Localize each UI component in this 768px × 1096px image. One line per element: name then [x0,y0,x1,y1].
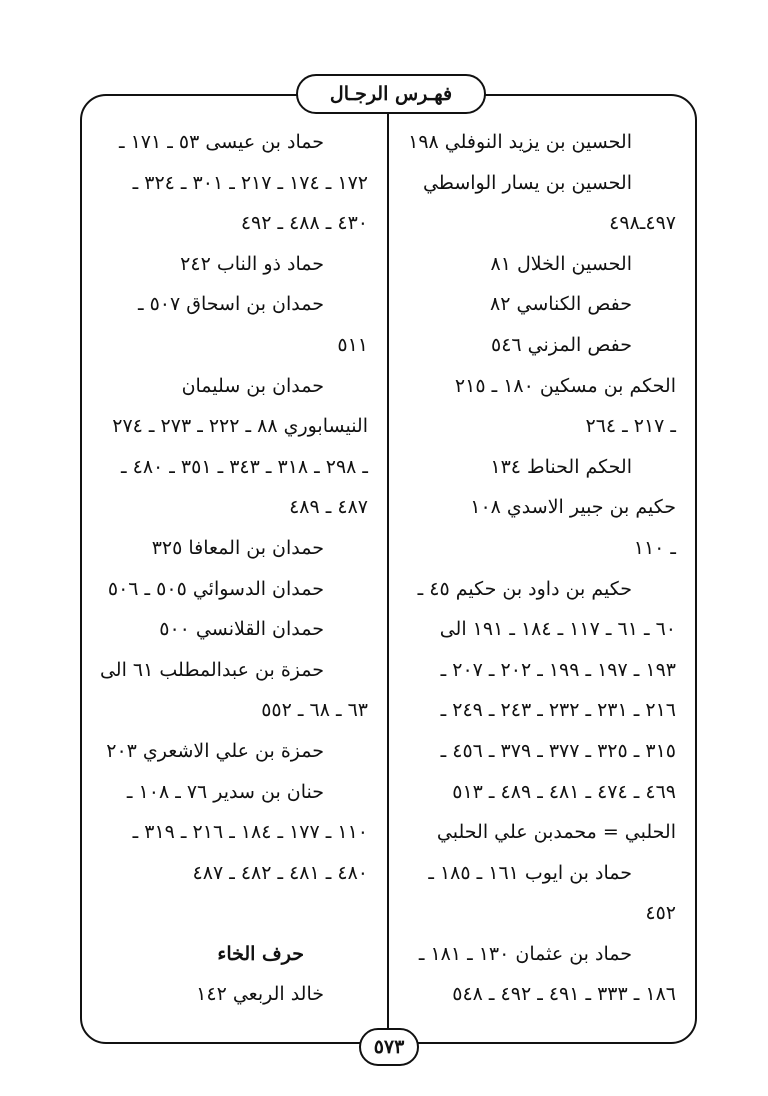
index-entry-line: حفص المزني ٥٤٦ [491,333,632,356]
index-entry-line: حكيم بن جبير الاسدي ١٠٨ [470,496,676,519]
index-entry-line: حماد بن عيسى ٥٣ ـ ١٧١ ـ [118,131,324,153]
index-entry-line: حمزة بن علي الاشعري ٢٠٣ [106,739,324,762]
index-entry-line: الحكم بن مسكين ١٨٠ ـ ٢١٥ [454,374,676,397]
index-entry-line: الحسين بن يزيد النوفلي ١٩٨ [408,131,632,153]
index-entry-line: حماد ذو الناب ٢٤٢ [180,252,324,275]
spacer [100,893,368,934]
index-entry-line: ١١٠ ـ ١٧٧ ـ ١٨٤ ـ ٢١٦ ـ ٣١٩ ـ [132,821,368,844]
index-entry-line: ٦٣ ـ ٦٨ ـ ٥٥٢ [261,699,368,722]
index-entry-line: النيسابوري ٨٨ ـ ٢٢٢ ـ ٢٧٣ ـ ٢٧٤ [112,415,368,438]
index-entry-line: ٤٨٠ ـ ٤٨١ ـ ٤٨٢ ـ ٤٨٧ [192,861,368,884]
index-entry-line: خالد الربعي ١٤٢ [196,983,324,1006]
index-entry-line: ٦٠ ـ ٦١ ـ ١١٧ ـ ١٨٤ ـ ١٩١ الى [439,618,676,641]
page-header [296,74,486,114]
index-entry-line: حمدان بن المعافا ٣٢٥ [151,536,324,559]
index-entry-line: حمدان بن اسحاق ٥٠٧ ـ [137,293,324,316]
page-number-badge [359,1028,419,1066]
column-divider [387,110,389,1030]
index-entry-line: ٤٨٧ ـ ٤٨٩ [289,496,368,519]
index-entry-line: حمدان بن سليمان [181,374,324,397]
index-entry-line: ١٧٢ ـ ١٧٤ ـ ٢١٧ ـ ٣٠١ ـ ٣٢٤ ـ [132,171,368,194]
index-entry-line: الحلبي = محمدبن علي الحلبي [436,821,676,844]
page-number: ٥٧٣ [373,1036,405,1058]
index-entry-line: ١٩٣ ـ ١٩٧ ـ ١٩٩ ـ ٢٠٢ ـ ٢٠٧ ـ [440,658,676,681]
index-entry-line: حماد بن عثمان ١٣٠ ـ ١٨١ ـ [418,942,632,965]
index-entry-line: حنان بن سدير ٧٦ ـ ١٠٨ ـ [126,780,324,803]
index-entry-line: حمزة بن عبدالمطلب ٦١ الى [99,658,324,681]
index-entry-line: حمدان الدسوائي ٥٠٥ ـ ٥٠٦ [107,577,324,600]
index-entry-line: ٥١١ [337,333,368,356]
index-entry-line: الحسين بن يسار الواسطي [422,171,632,194]
index-entry-line: ـ ١١٠ [633,536,676,559]
index-entry-line: ٢١٦ ـ ٢٣١ ـ ٢٣٢ ـ ٢٤٣ ـ ٢٤٩ ـ [440,699,676,722]
index-entry-line: ٤٥٢ [645,902,676,925]
index-entry-line: الحكم الحناط ١٣٤ [490,455,632,478]
index-entry-line: ـ ٢١٧ ـ ٢٦٤ [585,415,676,438]
section-heading: حرف الخاء [217,942,304,965]
header-title: فهـرس الرجـال [329,83,453,105]
index-entry-line: حكيم بن داود بن حكيم ٤٥ ـ [417,577,632,600]
index-entry-line: حماد بن ايوب ١٦١ ـ ١٨٥ ـ [428,861,632,884]
index-entry-line: ٤٦٩ ـ ٤٧٤ ـ ٤٨١ ـ ٤٨٩ ـ ٥١٣ [452,780,676,803]
index-entry-line: حفص الكناسي ٨٢ [490,293,632,316]
index-entry-line: ٣١٥ ـ ٣٢٥ ـ ٣٧٧ ـ ٣٧٩ ـ ٤٥٦ ـ [440,739,676,762]
index-entry-line: ٤٣٠ ـ ٤٨٨ ـ ٤٩٢ [240,212,368,235]
left-column [100,122,368,1015]
index-entry-line: حمدان القلانسي ٥٠٠ [159,618,324,641]
index-entry-line: الحسين الخلال ٨١ [490,252,632,275]
index-entry-line: ١٨٦ ـ ٣٣٣ ـ ٤٩١ ـ ٤٩٢ ـ ٥٤٨ [452,983,676,1006]
index-entry-line: ـ ٢٩٨ ـ ٣١٨ ـ ٣٤٣ ـ ٣٥١ ـ ٤٨٠ ـ [121,455,368,478]
index-entry-line: ٤٩٧ـ٤٩٨ [609,212,676,235]
right-column [410,122,676,1015]
